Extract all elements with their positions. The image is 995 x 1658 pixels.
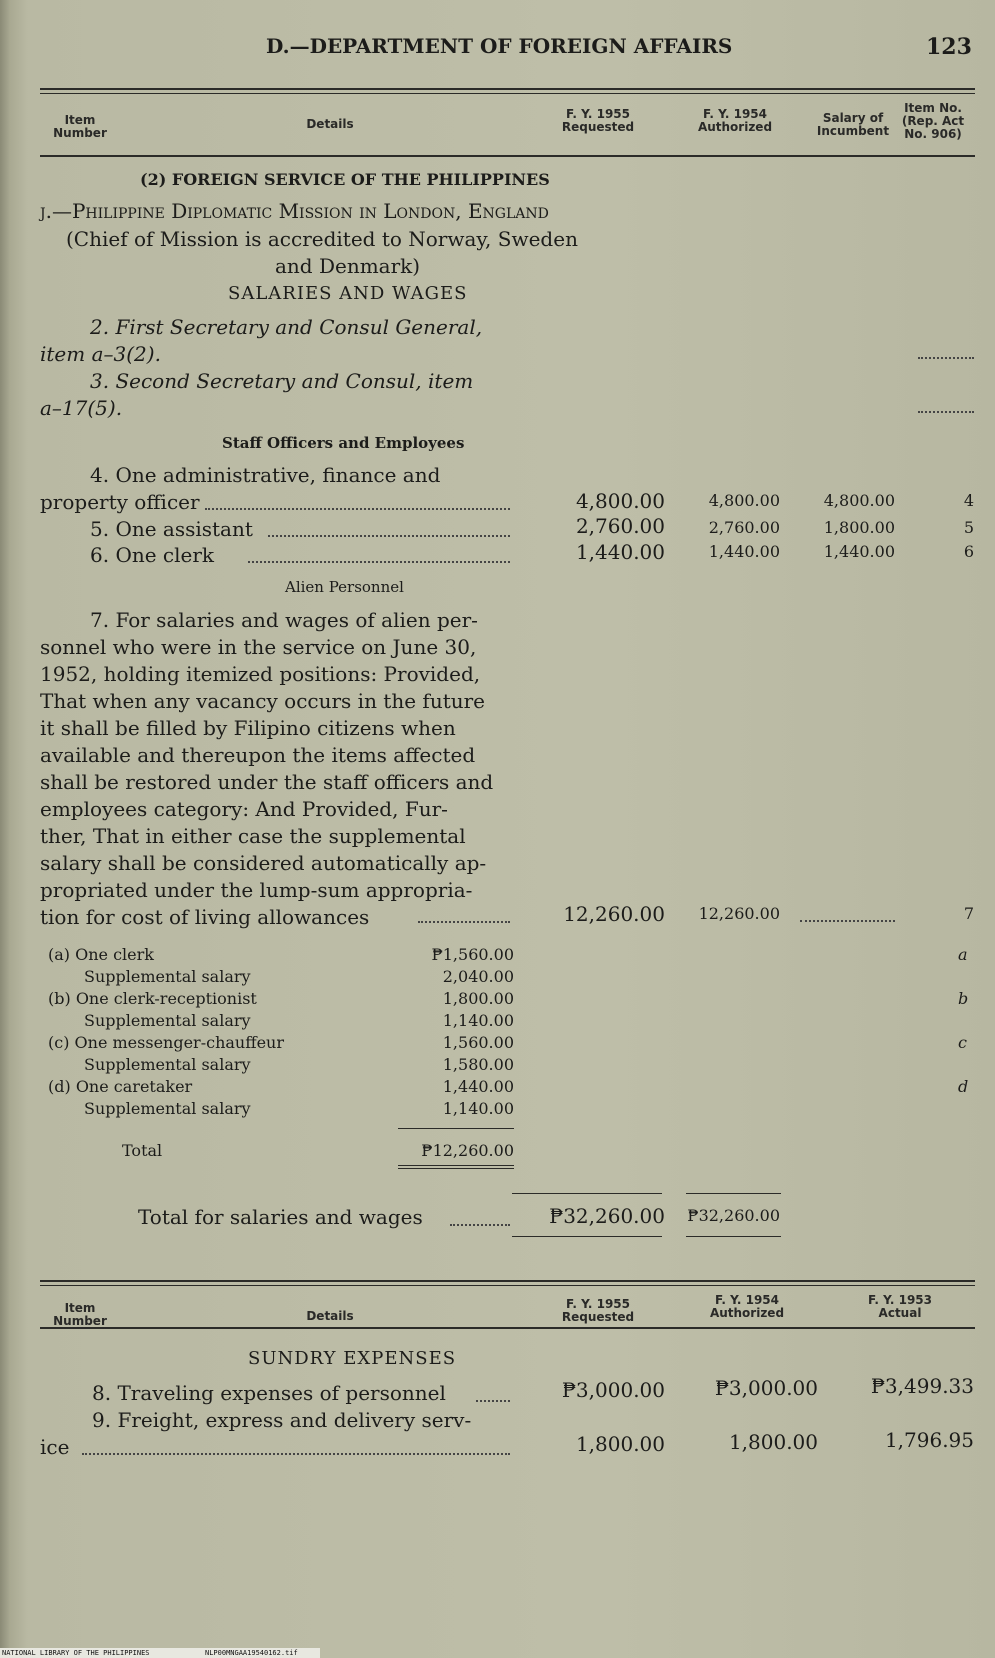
alien-total-double-rule-1: [398, 1165, 514, 1166]
table1-top-rule: [40, 88, 975, 90]
item4-salary: 4,800.00: [823, 491, 895, 510]
t2-col-fy1954: F. Y. 1954 Authorized: [709, 1293, 785, 1320]
letter-b: b: [958, 989, 969, 1008]
item5-salary: 1,800.00: [823, 518, 895, 537]
total-salaries-dots: [450, 1224, 510, 1226]
total-salaries-fy1955: ₱32,260.00: [549, 1204, 665, 1228]
item4-line1: 4. One administrative, finance and: [90, 463, 441, 487]
salaries-heading: SALARIES AND WAGES: [228, 283, 468, 304]
item6-itemno: 6: [963, 542, 974, 561]
breakdown-row: Supplemental salary 1,140.00: [84, 1099, 514, 1118]
total-rule-1954-bottom: [686, 1236, 781, 1237]
item2-dots: [918, 357, 974, 359]
table1-header-bottom-rule: [40, 155, 975, 157]
t1-col-itemno: Item No. (Rep. Act No. 906): [901, 101, 965, 141]
item7-salary-dots: [800, 920, 895, 922]
item8-dots: [476, 1400, 510, 1402]
item5-itemno: 5: [963, 518, 974, 537]
total-rule-1955-bottom: [512, 1236, 662, 1237]
item5: 5. One assistant: [90, 517, 253, 541]
item7-fy1955: 12,260.00: [563, 902, 665, 926]
t1-col-fy1955: F. Y. 1955 Requested: [561, 107, 635, 134]
item6-fy1955: 1,440.00: [575, 540, 665, 564]
item4-line2: property officer: [40, 490, 200, 514]
item9-line1: 9. Freight, express and delivery serv-: [92, 1408, 472, 1432]
total-rule-1955: [512, 1193, 662, 1194]
letter-a: a: [958, 945, 968, 964]
table2-top-rule-thin: [40, 1285, 975, 1286]
alien-breakdown: [48, 944, 514, 1120]
item7-itemno: 7: [963, 904, 974, 923]
item9-dots: [82, 1453, 510, 1455]
breakdown-row: (b) One clerk-receptionist 1,800.00: [48, 989, 514, 1008]
t1-col-details: Details: [306, 117, 354, 131]
item8-fy1954: ₱3,000.00: [714, 1376, 818, 1400]
alien-total-label: Total: [122, 1141, 163, 1160]
table1-top-rule-thin: [40, 93, 975, 94]
breakdown-row: Supplemental salary 1,140.00: [84, 1011, 514, 1030]
section-title: (2) FOREIGN SERVICE OF THE PHILIPPINES: [140, 170, 550, 189]
t1-col-item-number: Item Number: [53, 113, 107, 140]
item2-line1: 2. First Secretary and Consul General,: [90, 315, 483, 339]
mission-line3: and Denmark): [275, 254, 421, 278]
item6-fy1954: 1,440.00: [708, 542, 780, 561]
item3-dots: [918, 411, 974, 413]
mission-line1: j.—Philippine Diplomatic Mission in London, England: [40, 199, 549, 223]
page-number: 123: [926, 34, 972, 60]
item2-line2: item a–3(2).: [40, 342, 161, 366]
mission-line2: (Chief of Mission is accredited to Norway, Sweden: [66, 227, 578, 251]
letter-d: d: [958, 1077, 969, 1096]
t1-col-salary: Salary of Incumbent: [816, 111, 890, 138]
breakdown-row: (d) One caretaker 1,440.00: [48, 1077, 514, 1096]
item6: 6. One clerk: [90, 543, 215, 567]
item4-dots: [205, 508, 510, 510]
item5-dots: [268, 535, 510, 537]
item8-fy1953: ₱3,499.33: [870, 1374, 974, 1398]
footer-left: NATIONAL LIBRARY OF THE PHILIPPINES: [2, 1649, 150, 1657]
item3-line1: 3. Second Secretary and Consul, item: [90, 369, 474, 393]
item6-salary: 1,440.00: [823, 542, 895, 561]
item5-fy1954: 2,760.00: [708, 518, 780, 537]
t2-col-fy1955: F. Y. 1955 Requested: [561, 1297, 635, 1324]
t2-col-details: Details: [306, 1309, 354, 1323]
item7-paragraph: 7. For salaries and wages of alien per- sonnel who were in the service on June 30, 1952, holding itemized positions: Provided, That when any vacancy occurs in the future it shall be filled by Filipino citizens when available and thereupon the items affected shall be restored under the staff officers and employees category: And Provided, Fur- ther, That in either case the supplemental salary shall be considered automatically ap- propriated under the lump-sum appropria- tion for cost of living allowances: [40, 608, 494, 929]
item7-fy1954: 12,260.00: [698, 904, 780, 923]
sundry-heading: SUNDRY EXPENSES: [248, 1348, 457, 1369]
breakdown-row: Supplemental salary 2,040.00: [84, 967, 514, 986]
item4-fy1955: 4,800.00: [575, 489, 665, 513]
total-rule-1954: [686, 1193, 781, 1194]
alien-total-double-rule-2: [398, 1168, 514, 1169]
breakdown-row: (c) One messenger-chauffeur 1,560.00: [48, 1033, 514, 1052]
breakdown-row: (a) One clerk ₱1,560.00: [48, 945, 514, 964]
item9-line2: ice: [40, 1435, 70, 1459]
table2-header-bottom-rule: [40, 1327, 975, 1329]
item8-fy1955: ₱3,000.00: [561, 1378, 665, 1402]
item8: 8. Traveling expenses of personnel: [92, 1381, 446, 1405]
item9-fy1953: 1,796.95: [884, 1428, 974, 1452]
total-salaries-fy1954: ₱32,260.00: [687, 1206, 780, 1225]
total-salaries-label: Total for salaries and wages: [138, 1205, 423, 1229]
t2-col-fy1953: F. Y. 1953 Actual: [867, 1293, 932, 1320]
t2-col-item-number: Item Number: [53, 1301, 107, 1328]
breakdown-row: Supplemental salary 1,580.00: [84, 1055, 514, 1074]
letter-c: c: [958, 1033, 967, 1052]
alien-total-amount: ₱12,260.00: [421, 1141, 514, 1160]
item7-dots: [418, 921, 510, 923]
item6-dots: [248, 561, 510, 563]
footer-right: NLP00MNGAA19540162.tif: [205, 1649, 298, 1657]
item3-line2: a–17(5).: [40, 396, 123, 420]
item5-fy1955: 2,760.00: [575, 514, 665, 538]
alien-total-rule: [398, 1128, 514, 1129]
item4-itemno: 4: [963, 491, 974, 510]
item9-fy1954: 1,800.00: [728, 1430, 818, 1454]
table2-top-rule: [40, 1280, 975, 1282]
item4-fy1954: 4,800.00: [708, 491, 780, 510]
staff-heading: Staff Officers and Employees: [222, 434, 465, 452]
alien-heading: Alien Personnel: [285, 578, 404, 596]
t1-col-fy1954: F. Y. 1954 Authorized: [697, 107, 773, 134]
page-header: D.—DEPARTMENT OF FOREIGN AFFAIRS: [266, 34, 733, 58]
item9-fy1955: 1,800.00: [575, 1432, 665, 1456]
